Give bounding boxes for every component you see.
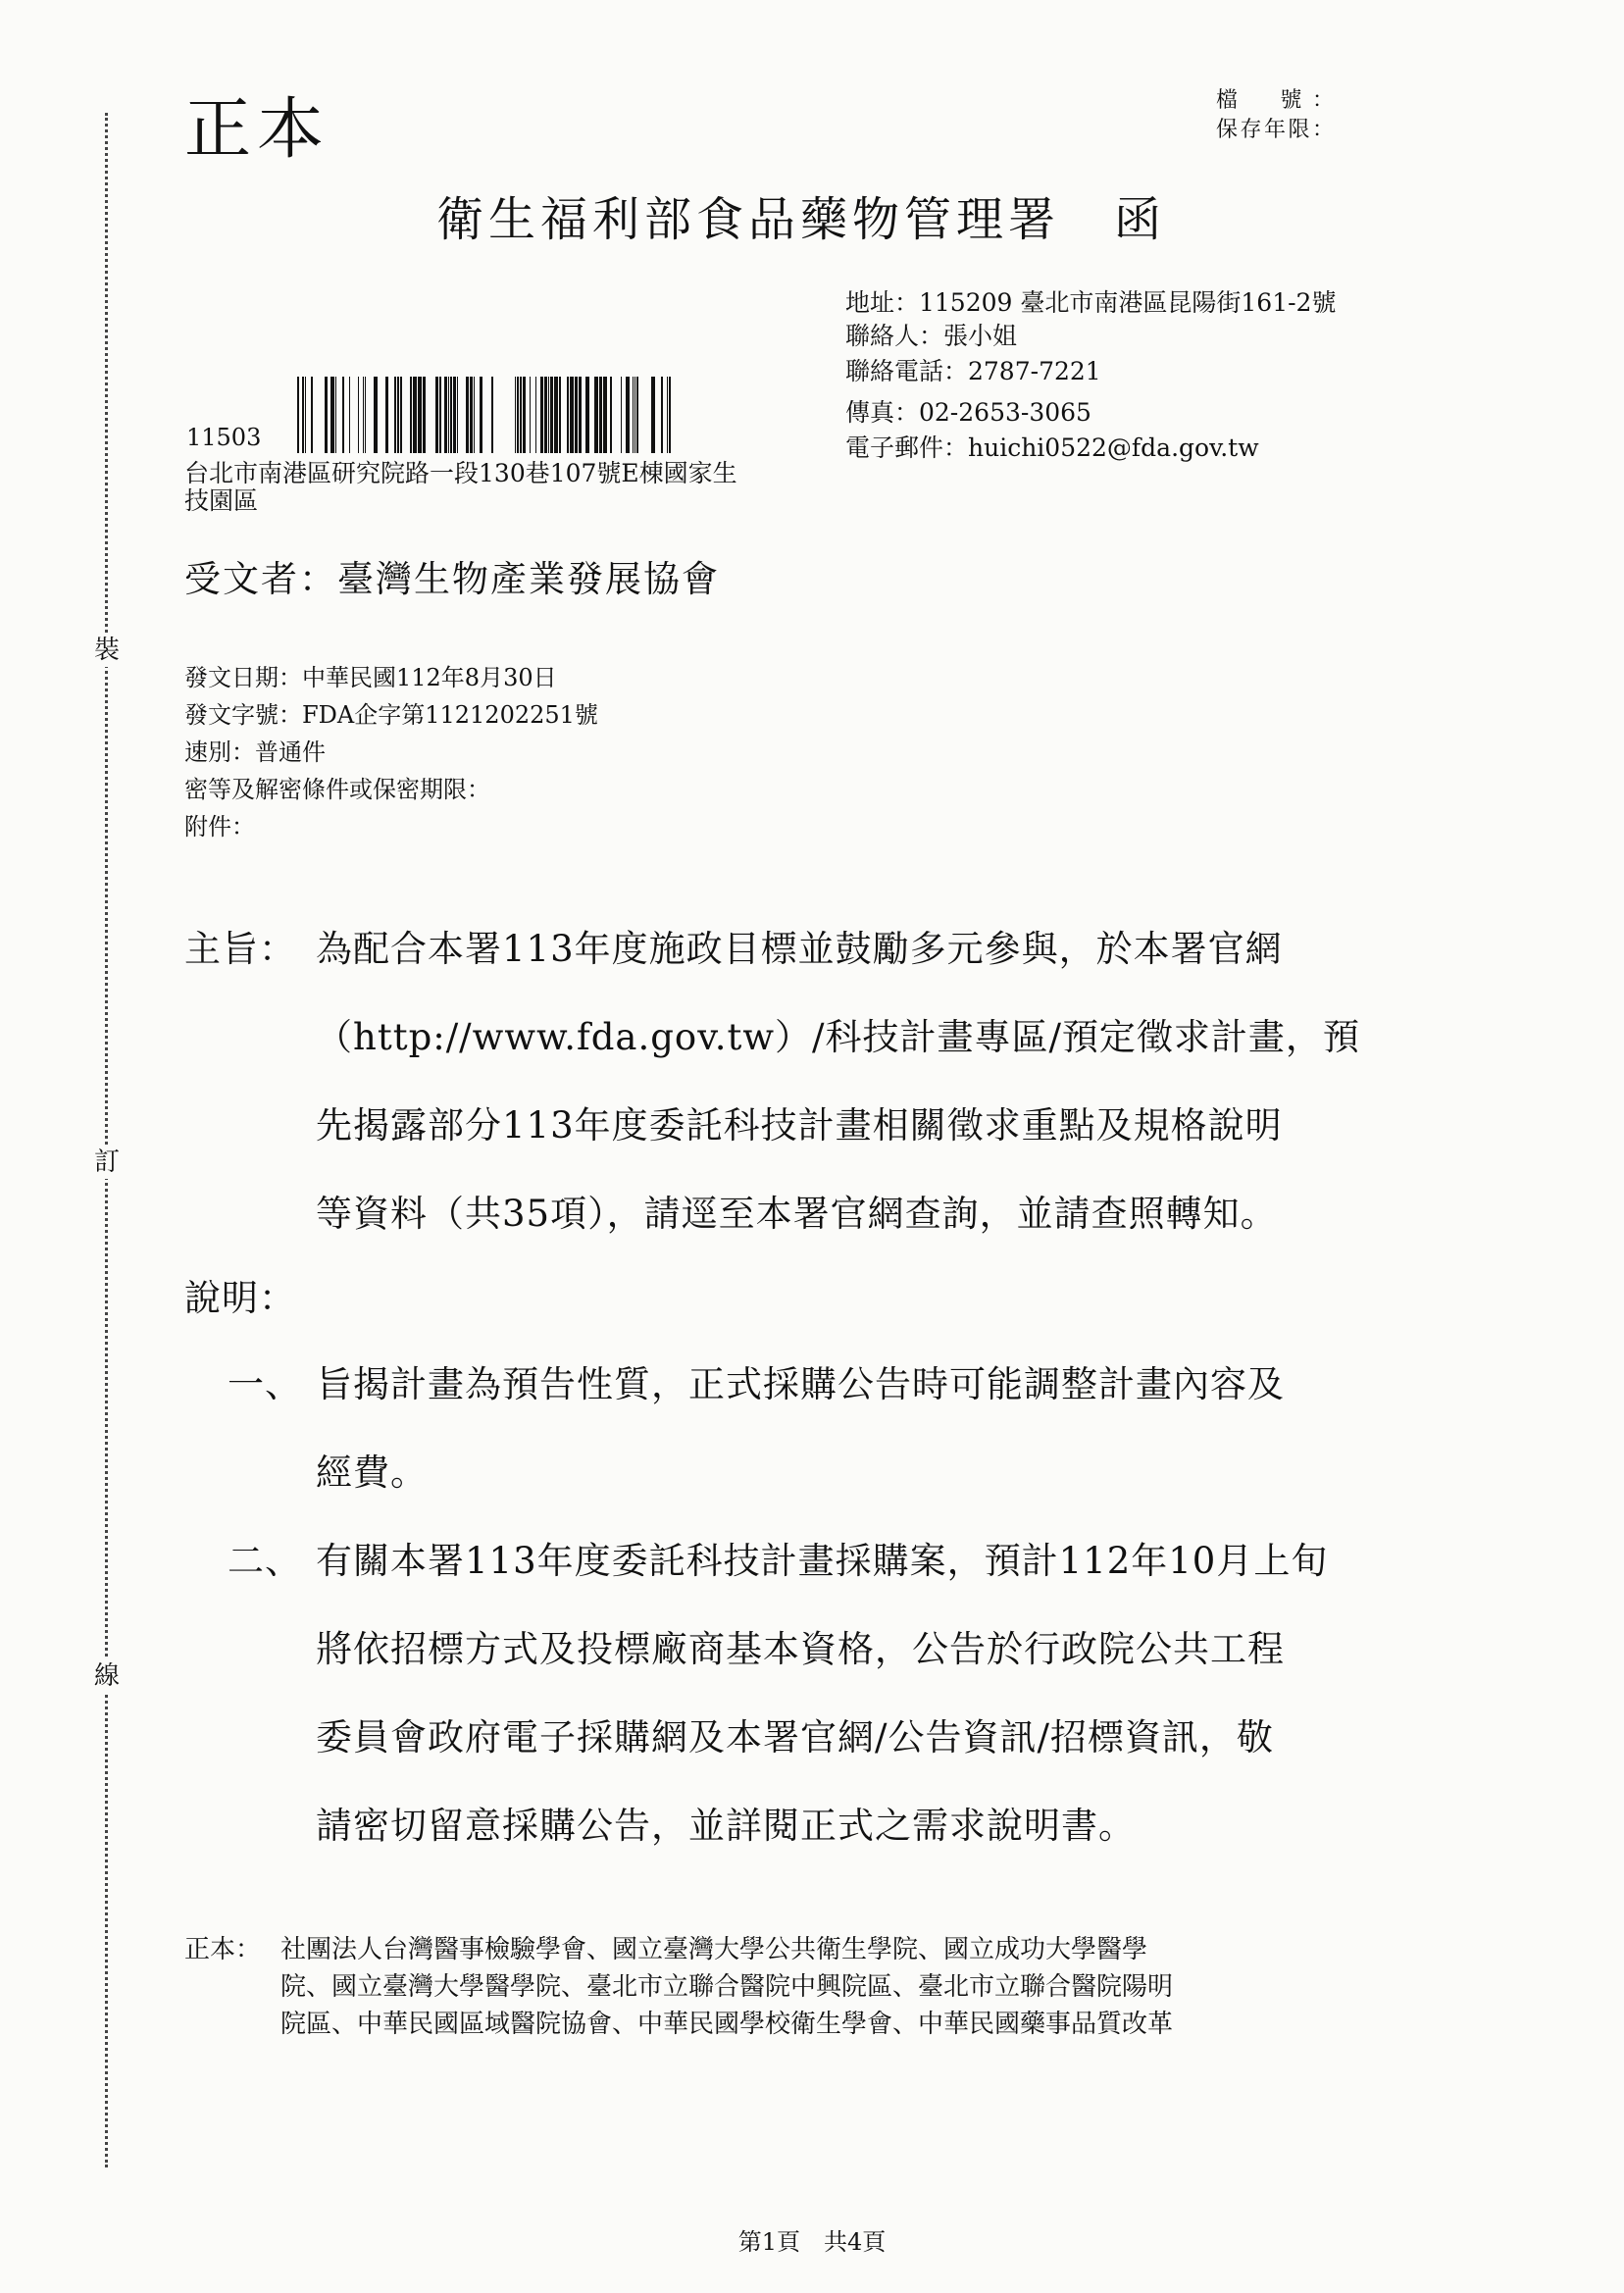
barcode-bar <box>330 377 334 453</box>
barcode-bar <box>579 377 582 453</box>
barcode-bar <box>365 377 366 453</box>
barcode-bar <box>517 377 519 453</box>
barcode-bar <box>599 377 602 453</box>
barcode-bar <box>550 377 553 453</box>
barcode-bar <box>603 377 607 453</box>
barcode-bar <box>453 377 456 453</box>
barcode-bar <box>610 377 612 453</box>
barcode-bar <box>450 377 452 453</box>
retention-label: 保存年限： <box>1216 118 1334 142</box>
subject-label: 主旨： <box>184 928 296 970</box>
barcode-bar <box>302 377 304 453</box>
subject-line: 等資料（共35項），請逕至本署官網查詢，並請查照轉知。 <box>316 1193 1278 1235</box>
barcode-bar <box>523 377 526 453</box>
binding-line <box>105 113 108 2167</box>
barcode-bar <box>520 377 522 453</box>
recipient: 受文者：臺灣生物產業發展協會 <box>184 558 720 600</box>
barcode-bar <box>342 377 344 453</box>
recipient-zip: 11503 <box>186 424 262 451</box>
binding-mark-zhuang: 裝 <box>90 634 124 667</box>
cc-label: 正本： <box>184 1935 262 1964</box>
barcode-bar <box>448 377 449 453</box>
barcode-bar <box>544 377 547 453</box>
barcode-bar <box>305 377 306 453</box>
subject-line: 先揭露部分113年度委託科技計畫相關徵求重點及規格說明 <box>316 1104 1283 1146</box>
subject-line: 為配合本署113年度施政目標並鼓勵多元參與，於本署官網 <box>316 928 1283 970</box>
issuing-agency: 衛生福利部食品藥物管理署 <box>436 192 1061 247</box>
barcode-bar <box>594 377 598 453</box>
barcode-bar <box>358 377 359 453</box>
barcode-bar <box>636 377 638 453</box>
contact-email: 電子郵件：huichi0522@fda.gov.tw <box>845 433 1259 462</box>
barcode-bar <box>423 377 426 453</box>
document-type: 函 <box>1114 192 1167 247</box>
barcode-bar <box>349 377 350 453</box>
copy-mark: 正本 <box>184 91 330 169</box>
barcode-bar <box>626 377 630 453</box>
barcode-bar <box>480 377 482 453</box>
barcode-bar <box>435 377 438 453</box>
contact-phone: 聯絡電話：2787-7221 <box>845 357 1101 385</box>
barcode-bar <box>394 377 396 453</box>
barcode-bar <box>466 377 469 453</box>
explanation-item-marker: 二、 <box>228 1540 302 1582</box>
barcode-bar <box>530 377 531 453</box>
barcode-bar <box>385 377 388 453</box>
cc-line: 院、國立臺灣大學醫學院、臺北市立聯合醫院中興院區、臺北市立聯合醫院陽明 <box>280 1972 1174 2002</box>
subject-line: （http://www.fda.gov.tw）/科技計畫專區/預定徵求計畫，預 <box>316 1016 1360 1058</box>
barcode-bar <box>575 377 578 453</box>
explanation-line: 委員會政府電子採購網及本署官網/公告資訊/招標資訊，敬 <box>316 1716 1274 1758</box>
barcode-bar <box>669 377 671 453</box>
file-reference <box>1216 86 1334 145</box>
barcode-bar <box>470 377 473 453</box>
binding-mark-ding: 訂 <box>90 1146 124 1179</box>
barcode-bar <box>515 377 516 453</box>
barcode-bar <box>400 377 402 453</box>
explanation-line: 經費。 <box>316 1452 428 1494</box>
barcode-bar <box>418 377 422 453</box>
barcode-bar <box>651 377 655 453</box>
barcode-bar <box>548 377 549 453</box>
barcode-bar <box>491 377 493 453</box>
contact-address: 地址：115209 臺北市南港區昆陽街161-2號 <box>845 288 1337 317</box>
barcode-bar <box>297 377 299 453</box>
explanation-item-marker: 一、 <box>228 1363 302 1405</box>
priority: 速別：普通件 <box>184 739 326 766</box>
page-number: 第1頁 共4頁 <box>737 2228 887 2256</box>
barcode-bar <box>559 377 561 453</box>
secrecy: 密等及解密條件或保密期限： <box>184 776 490 803</box>
barcode-bar <box>634 377 635 453</box>
barcode-bar <box>661 377 663 453</box>
barcode-bar <box>311 377 313 453</box>
recipient-address-line2: 技園區 <box>184 486 259 515</box>
barcode-bar <box>554 377 558 453</box>
barcode-bar <box>667 377 668 453</box>
explanation-line: 請密切留意採購公告，並詳閱正式之需求說明書。 <box>316 1805 1136 1847</box>
barcode-bar <box>570 377 574 453</box>
barcode <box>297 377 673 453</box>
contact-person: 聯絡人：張小姐 <box>845 322 1018 350</box>
barcode-bar <box>397 377 399 453</box>
issue-date: 發文日期：中華民國112年8月30日 <box>184 664 557 691</box>
barcode-bar <box>474 377 475 453</box>
file-no-label: 檔 號： <box>1216 88 1334 113</box>
barcode-bar <box>444 377 447 453</box>
barcode-bar <box>439 377 441 453</box>
explanation-line: 有關本署113年度委託科技計畫採購案，預計112年10月上旬 <box>316 1540 1329 1582</box>
barcode-bar <box>410 377 412 453</box>
binding-mark-xian: 線 <box>90 1659 124 1693</box>
attachment: 附件： <box>184 813 255 841</box>
barcode-bar <box>363 377 364 453</box>
barcode-bar <box>457 377 458 453</box>
document-title <box>436 188 1166 251</box>
cc-line: 院區、中華民國區域醫院協會、中華民國學校衛生學會、中華民國藥事品質改革 <box>280 2010 1174 2039</box>
barcode-bar <box>374 377 378 453</box>
contact-fax: 傳真：02-2653-3065 <box>845 398 1091 427</box>
barcode-bar <box>325 377 328 453</box>
barcode-bar <box>540 377 543 453</box>
barcode-bar <box>633 377 634 453</box>
barcode-bar <box>621 377 622 453</box>
barcode-bar <box>413 377 417 453</box>
recipient-address-line1: 台北市南港區研究院路一段130巷107號E棟國家生 <box>184 459 737 487</box>
explanation-label: 說明： <box>184 1277 296 1319</box>
cc-line: 社團法人台灣醫事檢驗學會、國立臺灣大學公共衛生學院、國立成功大學醫學 <box>280 1935 1148 1964</box>
barcode-bar <box>335 377 336 453</box>
barcode-bar <box>567 377 569 453</box>
document-number: 發文字號：FDA企字第1121202251號 <box>184 701 598 729</box>
barcode-bar <box>535 377 536 453</box>
barcode-bar <box>585 377 589 453</box>
explanation-line: 將依招標方式及投標廠商基本資格，公告於行政院公共工程 <box>316 1628 1285 1670</box>
explanation-line: 旨揭計畫為預告性質，正式採購公告時可能調整計畫內容及 <box>316 1363 1285 1405</box>
